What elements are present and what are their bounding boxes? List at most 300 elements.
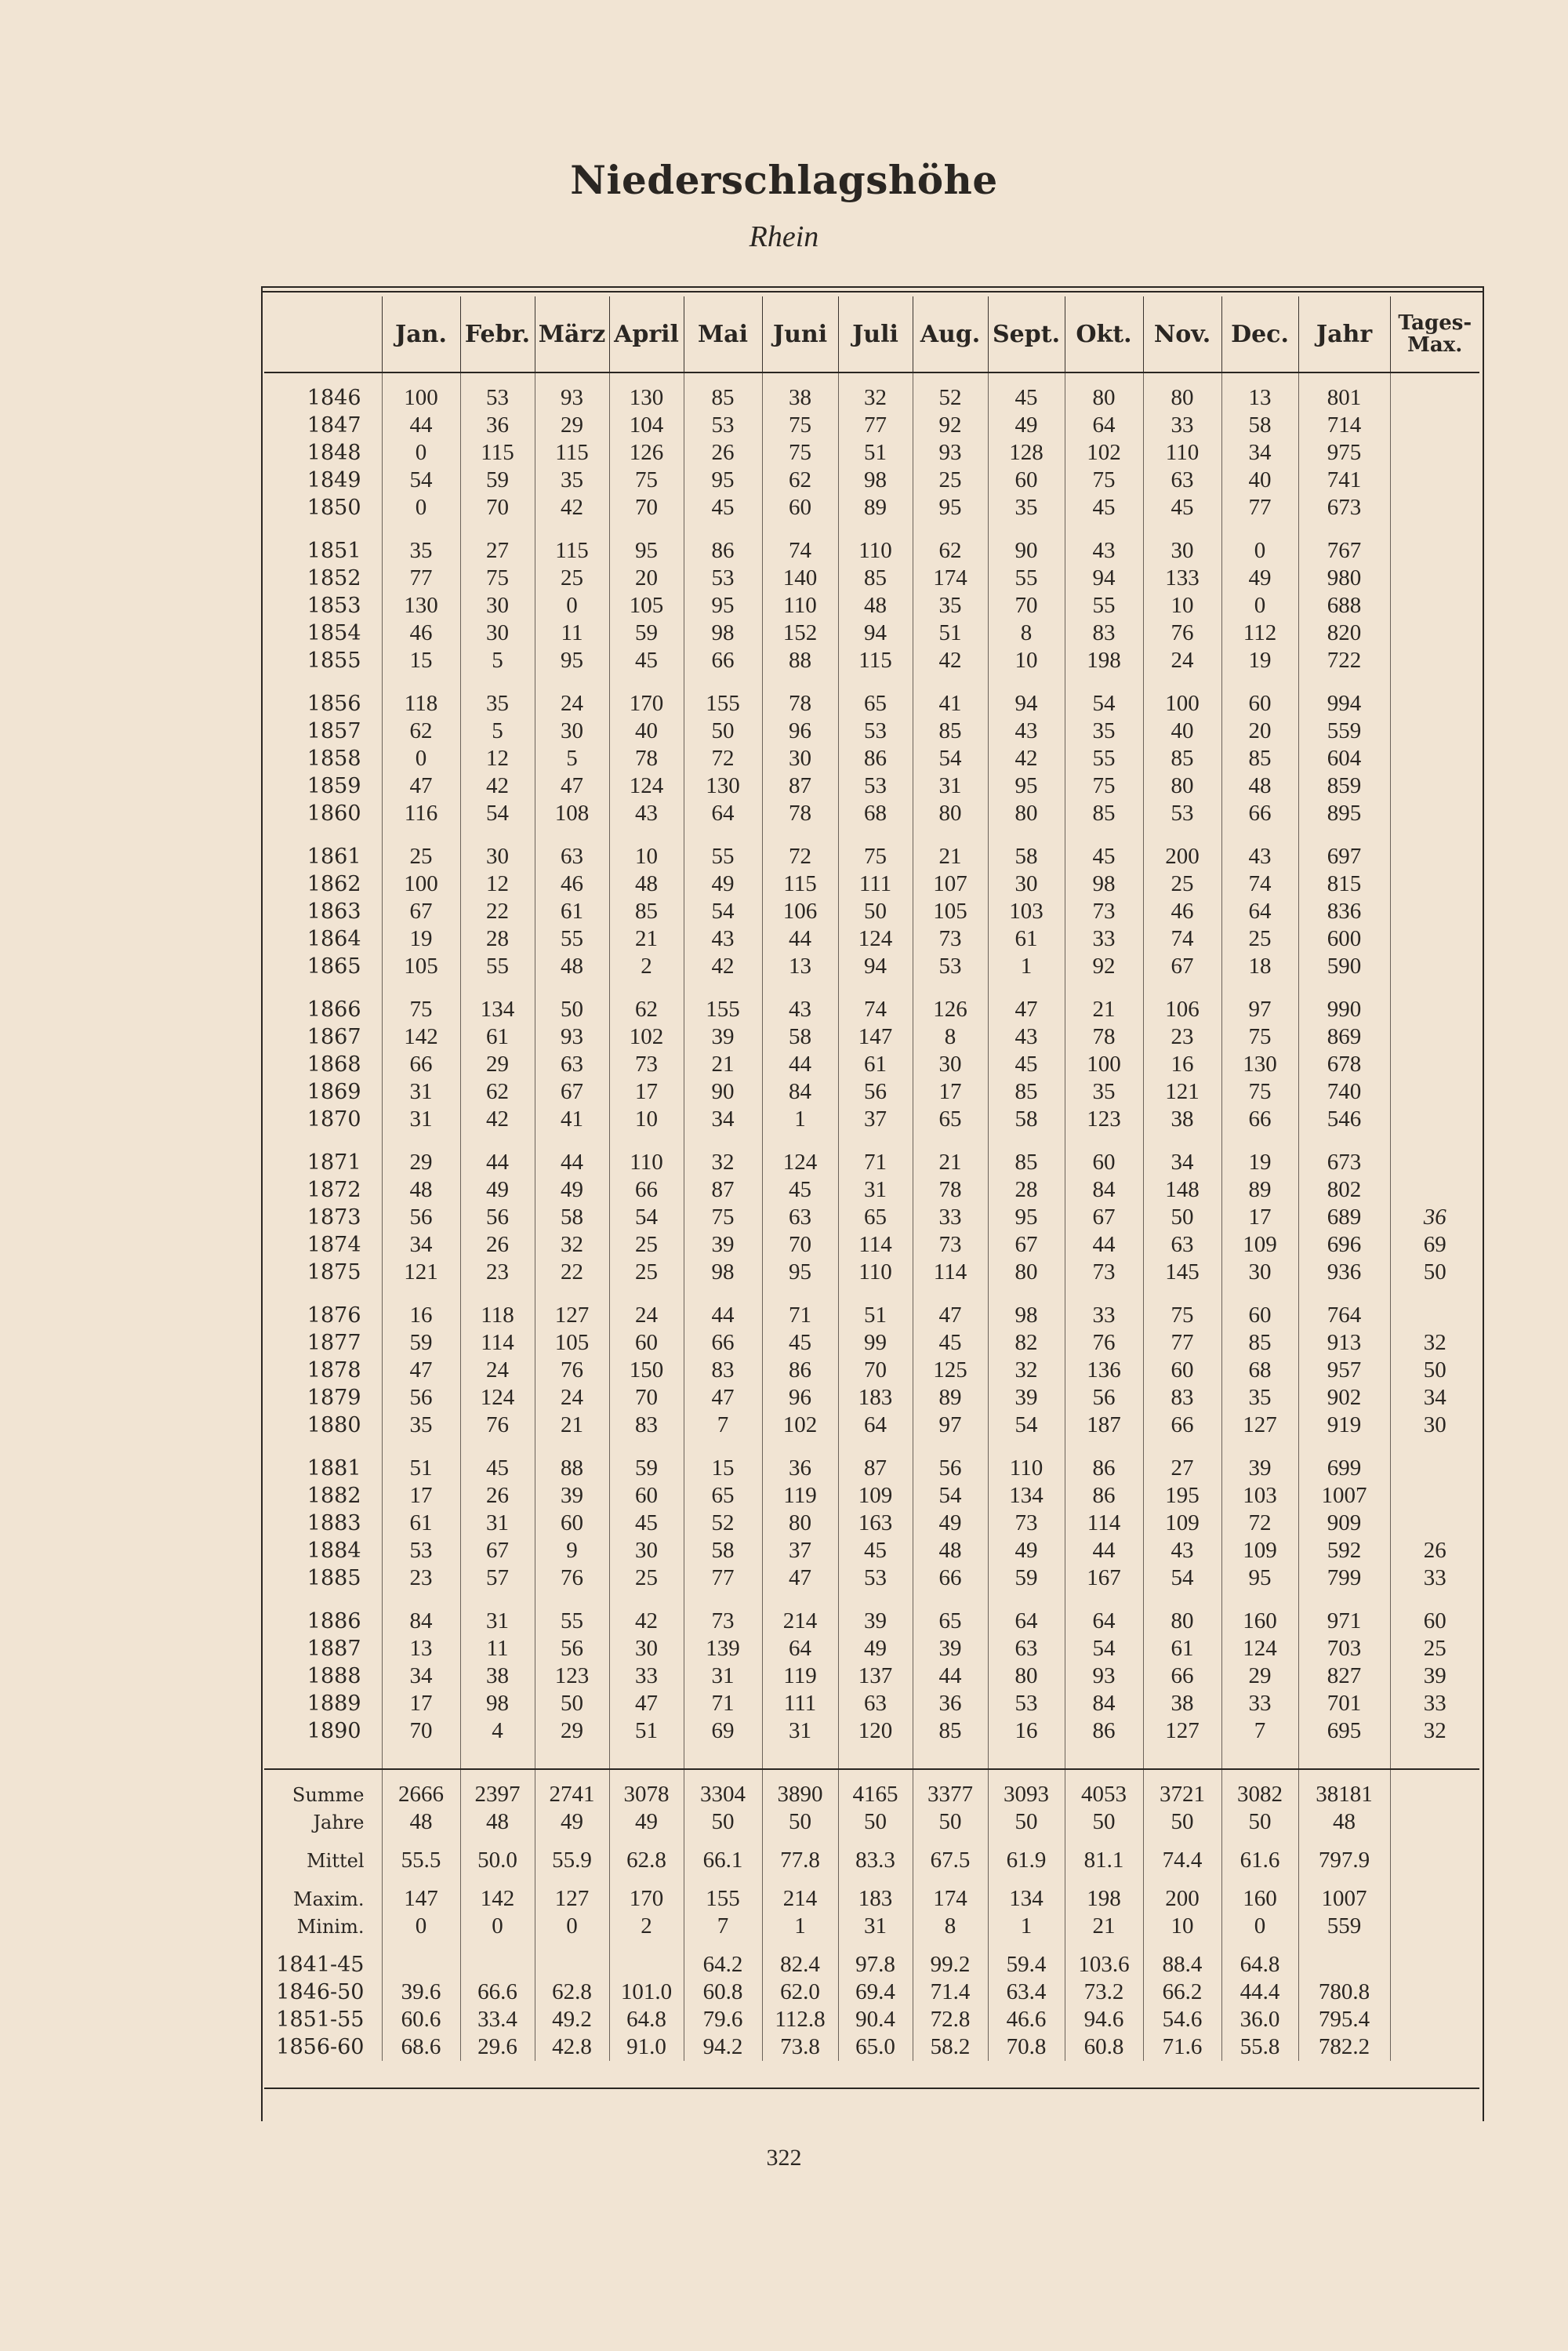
row-label: 1849: [307, 468, 361, 492]
value-cell: 55: [535, 925, 609, 953]
daily-max-cell: 25: [1390, 1635, 1479, 1662]
value-cell: 66.1: [684, 1847, 762, 1874]
value-cell: 54: [382, 467, 460, 494]
value-cell: 33: [1143, 412, 1221, 439]
value-cell: 5: [460, 647, 535, 674]
daily-max-cell: 34: [1390, 1384, 1479, 1412]
value-cell: 35: [1065, 1078, 1143, 1106]
value-cell: 46: [1143, 898, 1221, 925]
value-cell: 105: [609, 592, 684, 620]
value-cell: 39: [535, 1482, 609, 1510]
value-cell: 42: [460, 1106, 535, 1133]
value-cell: 77: [838, 412, 913, 439]
daily-max-cell: 39: [1390, 1662, 1479, 1690]
value-cell: 55: [1065, 592, 1143, 620]
table-row: [264, 494, 1479, 521]
daily-max-cell: 36: [1390, 1204, 1479, 1231]
value-cell: 85: [913, 718, 988, 745]
value-cell: 43: [1221, 843, 1298, 870]
value-cell: 56: [460, 1204, 535, 1231]
value-cell: 44: [913, 1662, 988, 1690]
value-cell: 21: [1065, 1913, 1143, 1940]
spacer-row: [264, 1592, 1479, 1608]
value-cell: 17: [1221, 1204, 1298, 1231]
value-cell: 48: [838, 592, 913, 620]
value-cell: 50.0: [460, 1847, 535, 1874]
value-cell: 45: [684, 494, 762, 521]
value-cell: 90.4: [838, 2006, 913, 2033]
column-header: Jahr: [1298, 296, 1390, 372]
value-cell: 98: [684, 1259, 762, 1286]
table-row: [264, 870, 1479, 898]
value-cell: 61: [382, 1510, 460, 1537]
value-cell: 110: [609, 1149, 684, 1176]
value-cell: 86: [1065, 1482, 1143, 1510]
column-header: Mai: [684, 296, 762, 372]
value-cell: 78: [762, 800, 838, 827]
year-total-cell: 590: [1298, 953, 1390, 980]
value-cell: 19: [1221, 647, 1298, 674]
value-cell: 142: [382, 1023, 460, 1051]
value-cell: 174: [913, 565, 988, 592]
value-cell: 126: [913, 996, 988, 1023]
value-cell: 25: [535, 565, 609, 592]
value-cell: 121: [1143, 1078, 1221, 1106]
value-cell: 47: [684, 1384, 762, 1412]
value-cell: 85: [988, 1078, 1065, 1106]
daily-max-cell: [1390, 384, 1479, 412]
value-cell: 84: [382, 1608, 460, 1635]
value-cell: 54: [1065, 1635, 1143, 1662]
value-cell: 63.4: [988, 1979, 1065, 2006]
value-cell: 18: [1221, 953, 1298, 980]
value-cell: 20: [1221, 718, 1298, 745]
value-cell: 198: [1065, 647, 1143, 674]
table-row: [264, 1662, 1479, 1690]
value-cell: 127: [1143, 1717, 1221, 1745]
value-cell: 51: [838, 1302, 913, 1329]
value-cell: 214: [762, 1608, 838, 1635]
value-cell: 85: [1065, 800, 1143, 827]
value-cell: 93: [1065, 1662, 1143, 1690]
value-cell: 51: [913, 620, 988, 647]
value-cell: 115: [838, 647, 913, 674]
value-cell: 61: [1143, 1635, 1221, 1662]
value-cell: 64: [684, 800, 762, 827]
value-cell: 73: [1065, 1259, 1143, 1286]
value-cell: 195: [1143, 1482, 1221, 1510]
value-cell: 53: [838, 772, 913, 800]
value-cell: 2: [609, 953, 684, 980]
year-total-cell: 902: [1298, 1384, 1390, 1412]
value-cell: 85: [1143, 745, 1221, 772]
daily-max-cell: [1390, 800, 1479, 827]
value-cell: 50: [535, 996, 609, 1023]
value-cell: [382, 1951, 460, 1979]
row-label: 1856: [307, 692, 361, 716]
value-cell: 29: [382, 1149, 460, 1176]
header-row: [264, 296, 1479, 372]
value-cell: 23: [460, 1259, 535, 1286]
table-row: [264, 843, 1479, 870]
column-header: Aug.: [913, 296, 988, 372]
value-cell: 123: [1065, 1106, 1143, 1133]
value-cell: 130: [609, 384, 684, 412]
value-cell: 30: [535, 718, 609, 745]
value-cell: 115: [762, 870, 838, 898]
table-body: [264, 372, 1479, 2061]
value-cell: 80: [1143, 772, 1221, 800]
value-cell: 31: [382, 1106, 460, 1133]
value-cell: 12: [460, 870, 535, 898]
value-cell: 37: [838, 1106, 913, 1133]
value-cell: [609, 1951, 684, 1979]
value-cell: 115: [460, 439, 535, 467]
value-cell: 21: [913, 843, 988, 870]
value-cell: 10: [1143, 592, 1221, 620]
value-cell: 2397: [460, 1781, 535, 1808]
year-total-cell: 38181: [1298, 1781, 1390, 1808]
row-label: 1857: [307, 719, 361, 743]
table-row: [264, 565, 1479, 592]
value-cell: 150: [609, 1357, 684, 1384]
value-cell: 77: [382, 565, 460, 592]
value-cell: 22: [460, 898, 535, 925]
value-cell: 49: [913, 1510, 988, 1537]
value-cell: 43: [988, 718, 1065, 745]
value-cell: 80: [762, 1510, 838, 1537]
value-cell: 47: [382, 772, 460, 800]
spacer-row: [264, 827, 1479, 843]
value-cell: 31: [460, 1510, 535, 1537]
value-cell: 43: [988, 1023, 1065, 1051]
value-cell: 73: [1065, 898, 1143, 925]
value-cell: 45: [838, 1537, 913, 1564]
value-cell: 85: [988, 1149, 1065, 1176]
value-cell: 38: [1143, 1106, 1221, 1133]
value-cell: 95: [684, 467, 762, 494]
value-cell: 183: [838, 1384, 913, 1412]
value-cell: 95: [1221, 1564, 1298, 1592]
summary-row-minim: [264, 1913, 1479, 1940]
value-cell: 65: [838, 1204, 913, 1231]
value-cell: 58: [535, 1204, 609, 1231]
row-label: 1875: [307, 1260, 361, 1285]
year-total-cell: 1007: [1298, 1885, 1390, 1913]
value-cell: 11: [460, 1635, 535, 1662]
value-cell: 60.8: [1065, 2033, 1143, 2061]
column-header: Nov.: [1143, 296, 1221, 372]
value-cell: 70: [838, 1357, 913, 1384]
daily-max-cell: [1390, 1885, 1479, 1913]
row-label: 1851: [307, 539, 361, 563]
value-cell: 55: [988, 565, 1065, 592]
value-cell: 1: [762, 1106, 838, 1133]
value-cell: 77: [1143, 1329, 1221, 1357]
summary-row-maxim: [264, 1885, 1479, 1913]
table-row: [264, 384, 1479, 412]
value-cell: 50: [838, 1808, 913, 1836]
value-cell: 75: [762, 412, 838, 439]
value-cell: 85: [609, 898, 684, 925]
table-row: [264, 537, 1479, 565]
table-row: [264, 1259, 1479, 1286]
year-total-cell: 673: [1298, 494, 1390, 521]
value-cell: 80: [913, 800, 988, 827]
value-cell: 17: [382, 1690, 460, 1717]
row-label: 1847: [307, 413, 361, 438]
value-cell: 94: [838, 620, 913, 647]
value-cell: 60: [1065, 1149, 1143, 1176]
year-total-cell: 802: [1298, 1176, 1390, 1204]
value-cell: 55: [1065, 745, 1143, 772]
row-label: 1865: [307, 954, 361, 979]
value-cell: 75: [1221, 1023, 1298, 1051]
value-cell: 45: [762, 1329, 838, 1357]
value-cell: 21: [609, 925, 684, 953]
table-row: [264, 1608, 1479, 1635]
daily-max-cell: [1390, 1455, 1479, 1482]
value-cell: 44: [1065, 1537, 1143, 1564]
value-cell: 90: [988, 537, 1065, 565]
row-label: 1888: [307, 1664, 361, 1688]
value-cell: 8: [913, 1913, 988, 1940]
value-cell: 58: [1221, 412, 1298, 439]
value-cell: 45: [762, 1176, 838, 1204]
value-cell: 74.4: [1143, 1847, 1221, 1874]
value-cell: 45: [609, 1510, 684, 1537]
value-cell: 62: [609, 996, 684, 1023]
value-cell: 66: [913, 1564, 988, 1592]
row-label: Maxim.: [293, 1888, 365, 1910]
value-cell: 47: [535, 772, 609, 800]
value-cell: 105: [382, 953, 460, 980]
value-cell: 44.4: [1221, 1979, 1298, 2006]
value-cell: 78: [609, 745, 684, 772]
year-total-cell: 815: [1298, 870, 1390, 898]
value-cell: 57: [460, 1564, 535, 1592]
value-cell: 160: [1221, 1608, 1298, 1635]
page-title: Niederschlagshöhe: [570, 157, 998, 203]
value-cell: 84: [1065, 1690, 1143, 1717]
value-cell: 103: [988, 898, 1065, 925]
value-cell: 103.6: [1065, 1951, 1143, 1979]
value-cell: 17: [382, 1482, 460, 1510]
value-cell: 60.6: [382, 2006, 460, 2033]
value-cell: 16: [382, 1302, 460, 1329]
value-cell: 66: [1221, 800, 1298, 827]
year-total-cell: 688: [1298, 592, 1390, 620]
value-cell: 130: [382, 592, 460, 620]
value-cell: 26: [460, 1482, 535, 1510]
value-cell: 24: [535, 1384, 609, 1412]
value-cell: 35: [535, 467, 609, 494]
value-cell: 70.8: [988, 2033, 1065, 2061]
value-cell: 51: [609, 1717, 684, 1745]
value-cell: 73: [913, 925, 988, 953]
value-cell: 32: [988, 1357, 1065, 1384]
year-total-cell: 604: [1298, 745, 1390, 772]
value-cell: 75: [1065, 772, 1143, 800]
daily-max-cell: [1390, 745, 1479, 772]
value-cell: 33.4: [460, 2006, 535, 2033]
value-cell: 214: [762, 1885, 838, 1913]
daily-max-cell: [1390, 1951, 1479, 1979]
value-cell: 25: [609, 1564, 684, 1592]
spacer-row: [264, 1769, 1479, 1781]
value-cell: 92: [1065, 953, 1143, 980]
value-cell: 44: [684, 1302, 762, 1329]
value-cell: 21: [535, 1412, 609, 1439]
value-cell: 60: [535, 1510, 609, 1537]
table-row: [264, 1482, 1479, 1510]
daily-max-cell: 30: [1390, 1412, 1479, 1439]
value-cell: 54: [609, 1204, 684, 1231]
value-cell: 70: [762, 1231, 838, 1259]
value-cell: 63: [762, 1204, 838, 1231]
daily-max-cell: [1390, 412, 1479, 439]
row-label: 1867: [307, 1025, 361, 1049]
value-cell: 86: [838, 745, 913, 772]
value-cell: 167: [1065, 1564, 1143, 1592]
row-label: 1846: [307, 386, 361, 410]
value-cell: 70: [988, 592, 1065, 620]
value-cell: 3721: [1143, 1781, 1221, 1808]
daily-max-cell: [1390, 996, 1479, 1023]
value-cell: 36.0: [1221, 2006, 1298, 2033]
value-cell: 45: [609, 647, 684, 674]
value-cell: 3890: [762, 1781, 838, 1808]
value-cell: 98: [988, 1302, 1065, 1329]
value-cell: 13: [382, 1635, 460, 1662]
value-cell: 49: [535, 1176, 609, 1204]
value-cell: 67: [988, 1231, 1065, 1259]
value-cell: 136: [1065, 1357, 1143, 1384]
value-cell: 116: [382, 800, 460, 827]
value-cell: 115: [535, 537, 609, 565]
row-label: 1863: [307, 899, 361, 924]
value-cell: 60: [1143, 1357, 1221, 1384]
value-cell: 66: [684, 647, 762, 674]
value-cell: 100: [382, 870, 460, 898]
value-cell: 130: [684, 772, 762, 800]
value-cell: 61.9: [988, 1847, 1065, 1874]
row-label: 1879: [307, 1386, 361, 1410]
row-label: 1856-60: [276, 2035, 365, 2059]
value-cell: 39: [913, 1635, 988, 1662]
daily-max-cell: [1390, 1302, 1479, 1329]
value-cell: 96: [762, 718, 838, 745]
value-cell: 42.8: [535, 2033, 609, 2061]
row-label: 1864: [307, 927, 361, 951]
value-cell: 89: [1221, 1176, 1298, 1204]
value-cell: 85: [838, 565, 913, 592]
value-cell: 2741: [535, 1781, 609, 1808]
value-cell: 114: [1065, 1510, 1143, 1537]
value-cell: 109: [1221, 1231, 1298, 1259]
value-cell: 9: [535, 1537, 609, 1564]
value-cell: 85: [1221, 745, 1298, 772]
value-cell: 124: [1221, 1635, 1298, 1662]
value-cell: 48: [913, 1537, 988, 1564]
column-header: März: [535, 296, 609, 372]
year-total-cell: 741: [1298, 467, 1390, 494]
value-cell: 55: [684, 843, 762, 870]
value-cell: 45: [988, 384, 1065, 412]
value-cell: 50: [1065, 1808, 1143, 1836]
daily-max-cell: 50: [1390, 1259, 1479, 1286]
value-cell: 46: [535, 870, 609, 898]
daily-max-cell: [1390, 1051, 1479, 1078]
value-cell: 25: [382, 843, 460, 870]
value-cell: 80: [988, 800, 1065, 827]
value-cell: 49: [988, 412, 1065, 439]
value-cell: 88: [535, 1455, 609, 1482]
value-cell: 64: [1065, 412, 1143, 439]
value-cell: 55: [535, 1608, 609, 1635]
value-cell: 73: [913, 1231, 988, 1259]
year-total-cell: 827: [1298, 1662, 1390, 1690]
value-cell: 5: [460, 718, 535, 745]
daily-max-cell: [1390, 2006, 1479, 2033]
value-cell: 95: [762, 1259, 838, 1286]
value-cell: 33: [1221, 1690, 1298, 1717]
value-cell: 67.5: [913, 1847, 988, 1874]
value-cell: 98: [684, 620, 762, 647]
daily-max-cell: 60: [1390, 1608, 1479, 1635]
daily-max-cell: [1390, 467, 1479, 494]
value-cell: 134: [988, 1482, 1065, 1510]
value-cell: 32: [684, 1149, 762, 1176]
table-row: [264, 953, 1479, 980]
value-cell: 134: [460, 996, 535, 1023]
year-total-cell: 919: [1298, 1412, 1390, 1439]
value-cell: 125: [913, 1357, 988, 1384]
value-cell: 74: [762, 537, 838, 565]
value-cell: 73.2: [1065, 1979, 1143, 2006]
year-total-cell: 909: [1298, 1510, 1390, 1537]
value-cell: 65: [913, 1608, 988, 1635]
value-cell: 95: [684, 592, 762, 620]
value-cell: 86: [1065, 1455, 1143, 1482]
value-cell: 43: [762, 996, 838, 1023]
value-cell: 66: [684, 1329, 762, 1357]
year-total-cell: 600: [1298, 925, 1390, 953]
year-total-cell: 975: [1298, 439, 1390, 467]
value-cell: 76: [1065, 1329, 1143, 1357]
value-cell: 0: [382, 1913, 460, 1940]
year-total-cell: 994: [1298, 690, 1390, 718]
value-cell: 65: [913, 1106, 988, 1133]
value-cell: 104: [609, 412, 684, 439]
value-cell: 60: [1221, 690, 1298, 718]
value-cell: 42: [684, 953, 762, 980]
value-cell: 31: [382, 1078, 460, 1106]
table-row: [264, 690, 1479, 718]
table-row: [264, 1078, 1479, 1106]
period-row: [264, 2033, 1479, 2061]
value-cell: 43: [684, 925, 762, 953]
value-cell: 95: [988, 1204, 1065, 1231]
daily-max-cell: [1390, 1106, 1479, 1133]
value-cell: 112.8: [762, 2006, 838, 2033]
value-cell: 124: [838, 925, 913, 953]
value-cell: 127: [535, 1885, 609, 1913]
row-label: 1880: [307, 1413, 361, 1437]
value-cell: 119: [762, 1662, 838, 1690]
value-cell: 76: [460, 1412, 535, 1439]
value-cell: 35: [1065, 718, 1143, 745]
